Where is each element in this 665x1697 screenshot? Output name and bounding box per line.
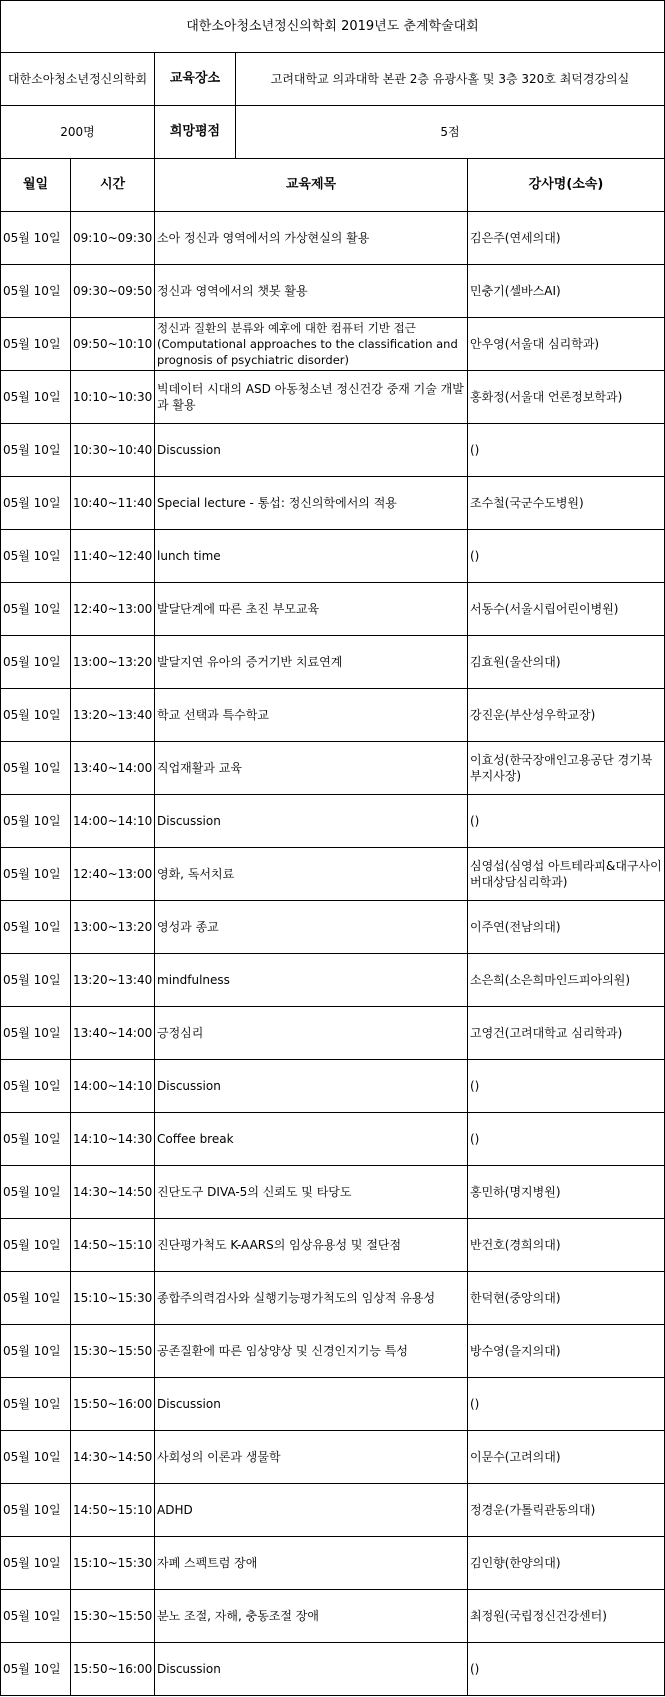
column-header-row — [1, 159, 665, 212]
row-time: 14:30~14:50 — [71, 1166, 155, 1219]
capacity-value: 200명 — [1, 106, 155, 159]
row-lecturer: 심영섭(심영섭 아트테라피&대구사이버대상담심리학과) — [468, 848, 665, 901]
row-lecturer: 이효성(한국장애인고용공단 경기북부지사장) — [468, 742, 665, 795]
column-header-time: 시간 — [71, 159, 155, 212]
table-row — [1, 901, 665, 954]
row-time: 09:30~09:50 — [71, 265, 155, 318]
table-row — [1, 1643, 665, 1696]
table-row — [1, 1219, 665, 1272]
row-date: 05월 10일 — [1, 424, 71, 477]
row-lecturer: () — [468, 424, 665, 477]
table-row — [1, 1007, 665, 1060]
row-date: 05월 10일 — [1, 477, 71, 530]
venue-label: 교육장소 — [155, 53, 236, 106]
row-lecturer: 소은희(소은희마인드피아의원) — [468, 954, 665, 1007]
row-subject: 분노 조절, 자해, 충동조절 장애 — [155, 1590, 468, 1643]
table-row — [1, 1113, 665, 1166]
row-subject: 소아 정신과 영역에서의 가상현실의 활용 — [155, 212, 468, 265]
row-time: 15:10~15:30 — [71, 1537, 155, 1590]
table-row — [1, 583, 665, 636]
table-row — [1, 265, 665, 318]
row-lecturer: 고영건(고려대학교 심리학과) — [468, 1007, 665, 1060]
row-lecturer: 김은주(연세의대) — [468, 212, 665, 265]
row-lecturer: () — [468, 1113, 665, 1166]
row-time: 10:10~10:30 — [71, 371, 155, 424]
column-header-date: 월일 — [1, 159, 71, 212]
row-lecturer: 반건호(경희의대) — [468, 1219, 665, 1272]
table-row — [1, 1166, 665, 1219]
row-date: 05월 10일 — [1, 954, 71, 1007]
program-table — [0, 158, 665, 1696]
row-date: 05월 10일 — [1, 1378, 71, 1431]
row-time: 12:40~13:00 — [71, 583, 155, 636]
row-lecturer: 민충기(셀바스AI) — [468, 265, 665, 318]
row-date: 05월 10일 — [1, 1166, 71, 1219]
row-lecturer: () — [468, 1378, 665, 1431]
row-date: 05월 10일 — [1, 212, 71, 265]
row-lecturer: 이주연(전남의대) — [468, 901, 665, 954]
table-row — [1, 636, 665, 689]
row-subject: 직업재활과 교육 — [155, 742, 468, 795]
row-lecturer: 김효원(울산의대) — [468, 636, 665, 689]
row-subject: Discussion — [155, 424, 468, 477]
row-lecturer: () — [468, 795, 665, 848]
row-time: 14:50~15:10 — [71, 1484, 155, 1537]
row-date: 05월 10일 — [1, 795, 71, 848]
organizer-name: 대한소아청소년정신의학회 — [1, 53, 155, 106]
row-lecturer: 방수영(을지의대) — [468, 1325, 665, 1378]
table-row — [1, 530, 665, 583]
row-subject: 발달지연 유아의 증거기반 치료연계 — [155, 636, 468, 689]
info-table — [0, 0, 665, 159]
program-rows — [1, 212, 665, 1696]
row-subject: Discussion — [155, 795, 468, 848]
column-header-subject: 교육제목 — [155, 159, 468, 212]
row-subject: ADHD — [155, 1484, 468, 1537]
rating-label: 희망평점 — [155, 106, 236, 159]
row-time: 14:50~15:10 — [71, 1219, 155, 1272]
row-subject: Discussion — [155, 1643, 468, 1696]
row-subject: 영성과 종교 — [155, 901, 468, 954]
row-time: 15:30~15:50 — [71, 1325, 155, 1378]
row-lecturer: 홍민하(명지병원) — [468, 1166, 665, 1219]
row-date: 05월 10일 — [1, 1590, 71, 1643]
row-time: 14:00~14:10 — [71, 1060, 155, 1113]
row-time: 13:00~13:20 — [71, 901, 155, 954]
row-time: 14:30~14:50 — [71, 1431, 155, 1484]
row-time: 11:40~12:40 — [71, 530, 155, 583]
row-date: 05월 10일 — [1, 689, 71, 742]
row-date: 05월 10일 — [1, 265, 71, 318]
row-time: 10:30~10:40 — [71, 424, 155, 477]
table-row — [1, 371, 665, 424]
row-date: 05월 10일 — [1, 1537, 71, 1590]
row-time: 09:50~10:10 — [71, 318, 155, 371]
row-subject: Special lecture - 통섭: 정신의학에서의 적용 — [155, 477, 468, 530]
table-row — [1, 689, 665, 742]
row-subject: 종합주의력검사와 실행기능평가척도의 임상적 유용성 — [155, 1272, 468, 1325]
row-time: 15:50~16:00 — [71, 1378, 155, 1431]
row-time: 09:10~09:30 — [71, 212, 155, 265]
row-lecturer: 이문수(고려의대) — [468, 1431, 665, 1484]
row-lecturer: () — [468, 530, 665, 583]
row-lecturer: 최정원(국립정신건강센터) — [468, 1590, 665, 1643]
row-date: 05월 10일 — [1, 901, 71, 954]
row-time: 15:10~15:30 — [71, 1272, 155, 1325]
table-row — [1, 954, 665, 1007]
row-lecturer: 안우영(서울대 심리학과) — [468, 318, 665, 371]
table-row — [1, 212, 665, 265]
row-date: 05월 10일 — [1, 318, 71, 371]
table-row — [1, 1431, 665, 1484]
row-time: 14:10~14:30 — [71, 1113, 155, 1166]
capacity-row — [1, 106, 665, 159]
row-time: 13:40~14:00 — [71, 742, 155, 795]
table-row — [1, 795, 665, 848]
row-subject: 자폐 스펙트럼 장애 — [155, 1537, 468, 1590]
row-lecturer: 조수철(국군수도병원) — [468, 477, 665, 530]
row-subject: Discussion — [155, 1378, 468, 1431]
row-subject: 긍정심리 — [155, 1007, 468, 1060]
row-date: 05월 10일 — [1, 1113, 71, 1166]
row-date: 05월 10일 — [1, 1431, 71, 1484]
row-time: 13:40~14:00 — [71, 1007, 155, 1060]
table-row — [1, 1378, 665, 1431]
row-time: 13:00~13:20 — [71, 636, 155, 689]
row-date: 05월 10일 — [1, 1325, 71, 1378]
row-date: 05월 10일 — [1, 1007, 71, 1060]
row-lecturer: 서동수(서울시립어린이병원) — [468, 583, 665, 636]
row-subject: 정신과 영역에서의 챗봇 활용 — [155, 265, 468, 318]
column-header-lecturer: 강사명(소속) — [468, 159, 665, 212]
row-subject: 영화, 독서치료 — [155, 848, 468, 901]
table-row — [1, 424, 665, 477]
row-lecturer: 강진운(부산성우학교장) — [468, 689, 665, 742]
row-time: 13:20~13:40 — [71, 954, 155, 1007]
row-lecturer: 홍화정(서울대 언론정보학과) — [468, 371, 665, 424]
row-subject: 사회성의 이론과 생물학 — [155, 1431, 468, 1484]
table-row — [1, 318, 665, 371]
row-date: 05월 10일 — [1, 530, 71, 583]
table-row — [1, 1272, 665, 1325]
row-lecturer: 한덕현(중앙의대) — [468, 1272, 665, 1325]
row-subject: lunch time — [155, 530, 468, 583]
row-subject: Coffee break — [155, 1113, 468, 1166]
row-lecturer: () — [468, 1060, 665, 1113]
row-date: 05월 10일 — [1, 371, 71, 424]
row-date: 05월 10일 — [1, 1643, 71, 1696]
row-subject: 진단평가척도 K-AARS의 임상유용성 및 절단점 — [155, 1219, 468, 1272]
table-row — [1, 1325, 665, 1378]
title-row — [1, 1, 665, 53]
row-time: 15:50~16:00 — [71, 1643, 155, 1696]
table-row — [1, 477, 665, 530]
row-date: 05월 10일 — [1, 1060, 71, 1113]
row-lecturer: 정경운(가톨릭관동의대) — [468, 1484, 665, 1537]
rating-value: 5점 — [236, 106, 665, 159]
row-date: 05월 10일 — [1, 583, 71, 636]
row-subject: 정신과 질환의 분류와 예후에 대한 컴퓨터 기반 접근 (Computational approaches to the classification and prognosis of psychiatric disorder) — [155, 318, 468, 371]
table-row — [1, 848, 665, 901]
table-row — [1, 742, 665, 795]
row-date: 05월 10일 — [1, 742, 71, 795]
row-subject: 진단도구 DIVA-5의 신뢰도 및 타당도 — [155, 1166, 468, 1219]
row-date: 05월 10일 — [1, 636, 71, 689]
row-time: 12:40~13:00 — [71, 848, 155, 901]
row-subject: 공존질환에 따른 임상양상 및 신경인지기능 특성 — [155, 1325, 468, 1378]
row-subject: 빅데이터 시대의 ASD 아동청소년 정신건강 중재 기술 개발과 활용 — [155, 371, 468, 424]
row-time: 10:40~11:40 — [71, 477, 155, 530]
event-title: 대한소아청소년정신의학회 2019년도 춘계학술대회 — [1, 1, 665, 53]
row-date: 05월 10일 — [1, 1219, 71, 1272]
venue-value: 고려대학교 의과대학 본관 2층 유광사홀 및 3층 320호 최덕경강의실 — [236, 53, 665, 106]
row-time: 15:30~15:50 — [71, 1590, 155, 1643]
row-date: 05월 10일 — [1, 1484, 71, 1537]
row-date: 05월 10일 — [1, 1272, 71, 1325]
row-subject: 발달단계에 따른 초진 부모교육 — [155, 583, 468, 636]
table-row — [1, 1537, 665, 1590]
table-row — [1, 1060, 665, 1113]
row-time: 13:20~13:40 — [71, 689, 155, 742]
row-lecturer: 김인향(한양의대) — [468, 1537, 665, 1590]
row-date: 05월 10일 — [1, 848, 71, 901]
row-subject: mindfulness — [155, 954, 468, 1007]
row-subject: Discussion — [155, 1060, 468, 1113]
table-row — [1, 1590, 665, 1643]
venue-row — [1, 53, 665, 106]
table-row — [1, 1484, 665, 1537]
row-lecturer: () — [468, 1643, 665, 1696]
row-subject: 학교 선택과 특수학교 — [155, 689, 468, 742]
row-time: 14:00~14:10 — [71, 795, 155, 848]
